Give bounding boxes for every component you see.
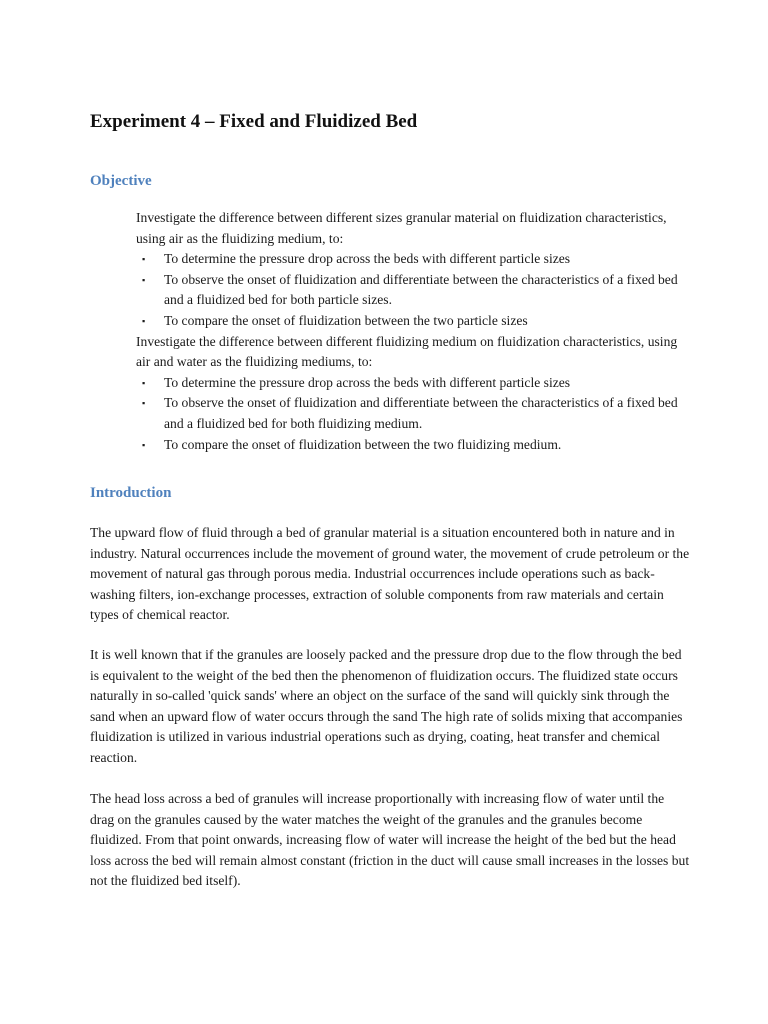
- objective-bullet-text: To determine the pressure drop across the beds with different particle sizes: [164, 374, 571, 390]
- introduction-paragraph-2: It is well known that if the granules are loosely packed and the pressure drop due to the flow through the bed is equivalent to the weight of the bed then the phenomenon of fluidization occurs. The fluidized state occurs naturally in so-called 'quick sands' where an object on the surface of the sand will quickly sink through the sand when an upward flow of water occurs through the sand The high rate of solids mixing that accompanies fluidization is utilized in various industrial operations such as drying, coating, heat transfer and chemical reaction.: [90, 647, 683, 765]
- document-title: Experiment 4 – Fixed and Fluidized Bed: [90, 111, 418, 132]
- objective-heading: Objective: [90, 173, 152, 189]
- square-bullet-icon: ▪: [142, 439, 146, 450]
- objective-bullet-item: [136, 393, 686, 434]
- objective-bullet-item: [136, 311, 686, 332]
- objective-intro-2: Investigate the difference between different fluidizing medium on fluidization characteristics, using air and water as the fluidizing mediums, to:: [136, 333, 678, 370]
- objective-list-2: [136, 373, 686, 455]
- objective-bullet-item: [136, 435, 686, 456]
- introduction-paragraph-3: The head loss across a bed of granules will increase proportionally with increasing flow of water until the drag on the granules caused by the water matches the weight of the granules and the granules become fluidized. From that point onwards, increasing flow of water will increase the height of the bed but the head loss across the bed will remain almost constant (friction in the duct will cause small increases in the losses but not the fluidized bed itself).: [90, 791, 690, 889]
- introduction-paragraph-1: The upward flow of fluid through a bed of granular material is a situation encountered both in nature and in industry. Natural occurrences include the movement of ground water, the movement of crude petroleum or the movement of natural gas through porous media. Industrial occurrences include operations such as back-washing filters, ion-exchange processes, extraction of soluble components from raw materials and certain types of chemical reactor.: [90, 525, 690, 623]
- objective-list-1: [136, 249, 686, 331]
- objective-bullet-text: To determine the pressure drop across the beds with different particle sizes: [164, 251, 571, 267]
- square-bullet-icon: ▪: [142, 254, 146, 265]
- objective-bullet-text: To observe the onset of fluidization and differentiate between the characteristics of a fixed bed and a fluidized bed for both particle sizes.: [164, 271, 678, 308]
- objective-bullet-item: [136, 270, 686, 311]
- square-bullet-icon: ▪: [142, 315, 146, 326]
- square-bullet-icon: ▪: [142, 377, 146, 388]
- objective-bullet-item: [136, 373, 686, 394]
- square-bullet-icon: ▪: [142, 398, 146, 409]
- objective-bullet-text: To observe the onset of fluidization and differentiate between the characteristics of a fixed bed and a fluidized bed for both fluidizing medium.: [164, 395, 678, 431]
- objective-section: [136, 208, 686, 455]
- objective-bullet-text: To compare the onset of fluidization between the two fluidizing medium.: [164, 436, 562, 452]
- objective-intro-1: Investigate the difference between different sizes granular material on fluidization characteristics, using air as the fluidizing medium, to:: [136, 210, 667, 246]
- objective-bullet-text: To compare the onset of fluidization between the two particle sizes: [164, 312, 528, 328]
- introduction-heading: Introduction: [90, 485, 172, 501]
- square-bullet-icon: ▪: [142, 274, 146, 285]
- objective-bullet-item: [136, 249, 686, 270]
